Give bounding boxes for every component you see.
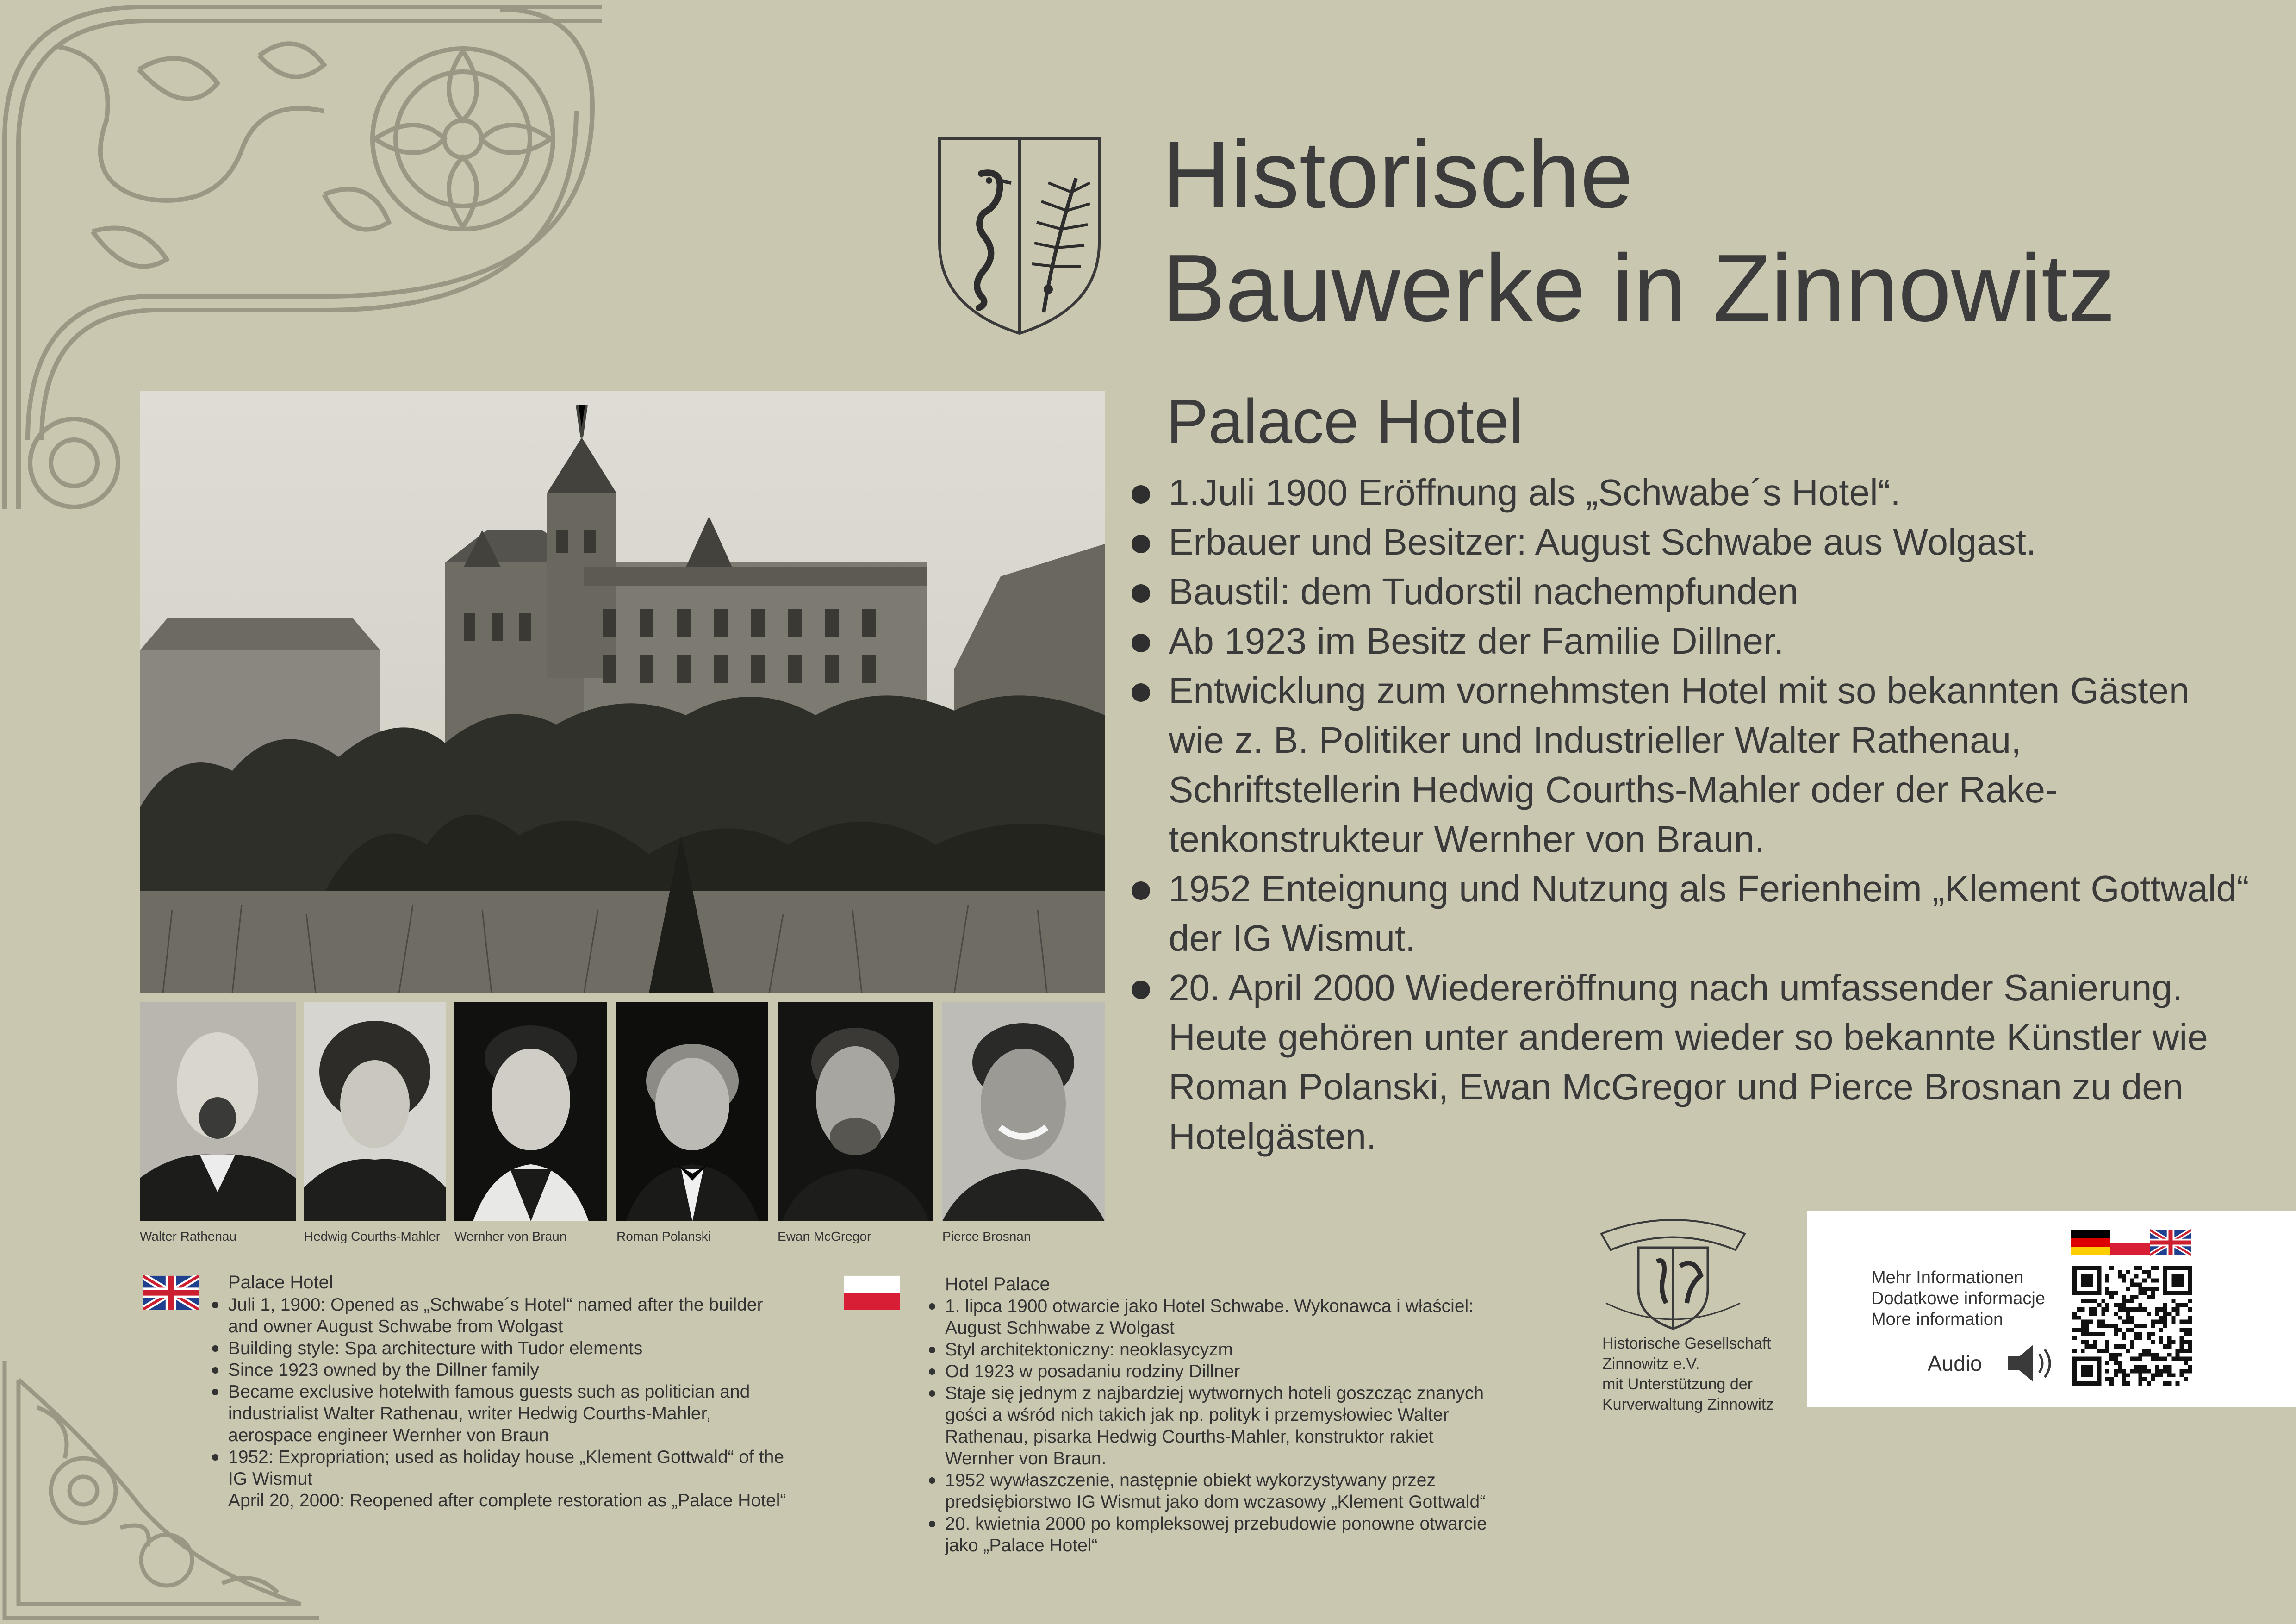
qr-code[interactable] [2072, 1266, 2192, 1386]
english-line: 1952: Expropriation; used as holiday house „Klement Gottwald“ of the [228, 1446, 876, 1468]
coat-of-arms-icon [937, 137, 1101, 336]
polish-line: gości a wśród nich takich jak np. polityk i przemysłowiec Walter [945, 1405, 1449, 1425]
polish-line: Staje się jednym z najbardziej wytwornych hoteli goszcząc znanych [945, 1382, 1593, 1404]
portrait-wernher-von-braun [454, 1002, 607, 1221]
english-line: IG Wismut [228, 1469, 312, 1489]
bullet-item: Erbauer und Besitzer: August Schwabe aus Wolgast. [1125, 517, 2249, 567]
polish-line: Wernher von Braun. [945, 1449, 1107, 1468]
page-subtitle: Palace Hotel [1166, 386, 1524, 456]
english-line: Since 1923 owned by the Dillner family [228, 1359, 876, 1381]
portrait-label: Hedwig Courths-Mahler [304, 1229, 441, 1243]
bullet-item: Entwicklung zum vornehmsten Hotel mit so bekannten Gästen wie z. B. Politiker und Industrieller Walter Rathenau, Schriftstellerin Hedwig Courths-Mahler oder der Rake-tenkonstrukteur Wernher von Braun. [1125, 666, 2249, 864]
title-line-2: Bauwerke in Zinnowitz [1162, 235, 2116, 341]
more-info-text [1871, 1268, 2045, 1330]
society-line: Historische Gesellschaft [1602, 1335, 1771, 1352]
english-line: Juli 1, 1900: Opened as „Schwabe´s Hotel“ named after the builder [228, 1294, 876, 1316]
english-line: April 20, 2000: Reopened after complete restoration as „Palace Hotel“ [228, 1491, 786, 1511]
german-flag-icon [2071, 1229, 2113, 1256]
bullet-item: Baustil: dem Tudorstil nachempfunden [1125, 567, 2249, 616]
bullet-item: 1952 Enteignung und Nutzung als Ferienheim „Klement Gottwald“ der IG Wismut. [1125, 864, 2249, 963]
polish-flag-icon [844, 1275, 900, 1310]
english-line: Building style: Spa architecture with Tudor elements [228, 1337, 876, 1359]
polish-flag-small-icon [2110, 1229, 2152, 1256]
polish-line: Od 1923 w posadaniu rodziny Dillner [945, 1361, 1593, 1382]
polish-line: 1952 wywłaszczenie, następnie obiekt wykorzystywany przez [945, 1469, 1593, 1491]
polish-line: August Schhwabe z Wolgast [945, 1318, 1175, 1338]
english-line: and owner August Schwabe from Wolgast [228, 1317, 563, 1337]
uk-flag-small-icon [2150, 1229, 2191, 1256]
portrait-ewan-mcgregor [778, 1002, 933, 1221]
english-line: aerospace engineer Wernher von Braun [228, 1425, 549, 1445]
polish-list [945, 1295, 1593, 1556]
bullet-item: 1.Juli 1900 Eröffnung als „Schwabe´s Hotel“. [1125, 468, 2249, 517]
english-title: Palace Hotel [228, 1272, 333, 1293]
society-emblem-icon [1597, 1211, 1749, 1331]
society-line: mit Unterstützung der [1602, 1375, 1753, 1393]
polish-line: 20. kwietnia 2000 po kompleksowej przebudowie ponowne otwarcie [945, 1513, 1593, 1535]
portrait-label: Wernher von Braun [454, 1229, 567, 1243]
polish-title: Hotel Palace [945, 1274, 1050, 1294]
english-list [228, 1294, 876, 1512]
society-line: Kurverwaltung Zinnowitz [1602, 1396, 1774, 1413]
polish-line: 1. lipca 1900 otwarcie jako Hotel Schwabe. Wykonawca i właściel: [945, 1295, 1593, 1317]
bullet-item: 20. April 2000 Wiedereröffnung nach umfassender Sanierung. Heute gehören unter anderem wieder so bekannte Künstler wie Roman Polanski, Ewan McGregor und Pierce Brosnan zu den Hotelgästen. [1125, 963, 2249, 1161]
history-bullet-list [1125, 468, 2249, 1161]
info-line: Mehr Informationen [1871, 1268, 2024, 1287]
polish-line: jako „Palace Hotel“ [945, 1536, 1098, 1555]
portrait-walter-rathenau [140, 1002, 296, 1221]
title-line-1: Historische [1162, 121, 1633, 228]
polish-line: Rathenau, pisarka Hedwig Courths-Mahler, konstruktor rakiet [945, 1427, 1434, 1447]
portrait-label: Walter Rathenau [140, 1229, 237, 1243]
hotel-photo [140, 391, 1105, 993]
portrait-roman-polanski [616, 1002, 768, 1221]
society-text [1602, 1333, 1773, 1415]
info-line: More information [1871, 1310, 2004, 1329]
bullet-item: Ab 1923 im Besitz der Familie Dillner. [1125, 616, 2249, 666]
portrait-label: Roman Polanski [616, 1229, 711, 1243]
polish-line: Styl architektoniczny: neoklasycyzm [945, 1339, 1593, 1361]
speaker-icon[interactable] [2003, 1340, 2059, 1387]
portrait-pierce-brosnan [942, 1002, 1105, 1221]
english-line: Became exclusive hotelwith famous guests such as politician and [228, 1381, 876, 1403]
audio-label: Audio [1928, 1351, 1982, 1375]
portrait-label: Ewan McGregor [778, 1229, 871, 1243]
portrait-hedwig-courths-mahler [304, 1002, 446, 1221]
page-title [1162, 118, 2116, 345]
uk-flag-icon [143, 1275, 199, 1310]
english-line: industrialist Walter Rathenau, writer Hedwig Courths-Mahler, [228, 1404, 711, 1424]
portrait-label: Pierce Brosnan [942, 1229, 1031, 1243]
info-line: Dodatkowe informacje [1871, 1289, 2045, 1308]
polish-line: predsiębiorstwo IG Wismut jako dom wczasowy „Klement Gottwald“ [945, 1492, 1486, 1512]
society-line: Zinnowitz e.V. [1602, 1355, 1700, 1373]
